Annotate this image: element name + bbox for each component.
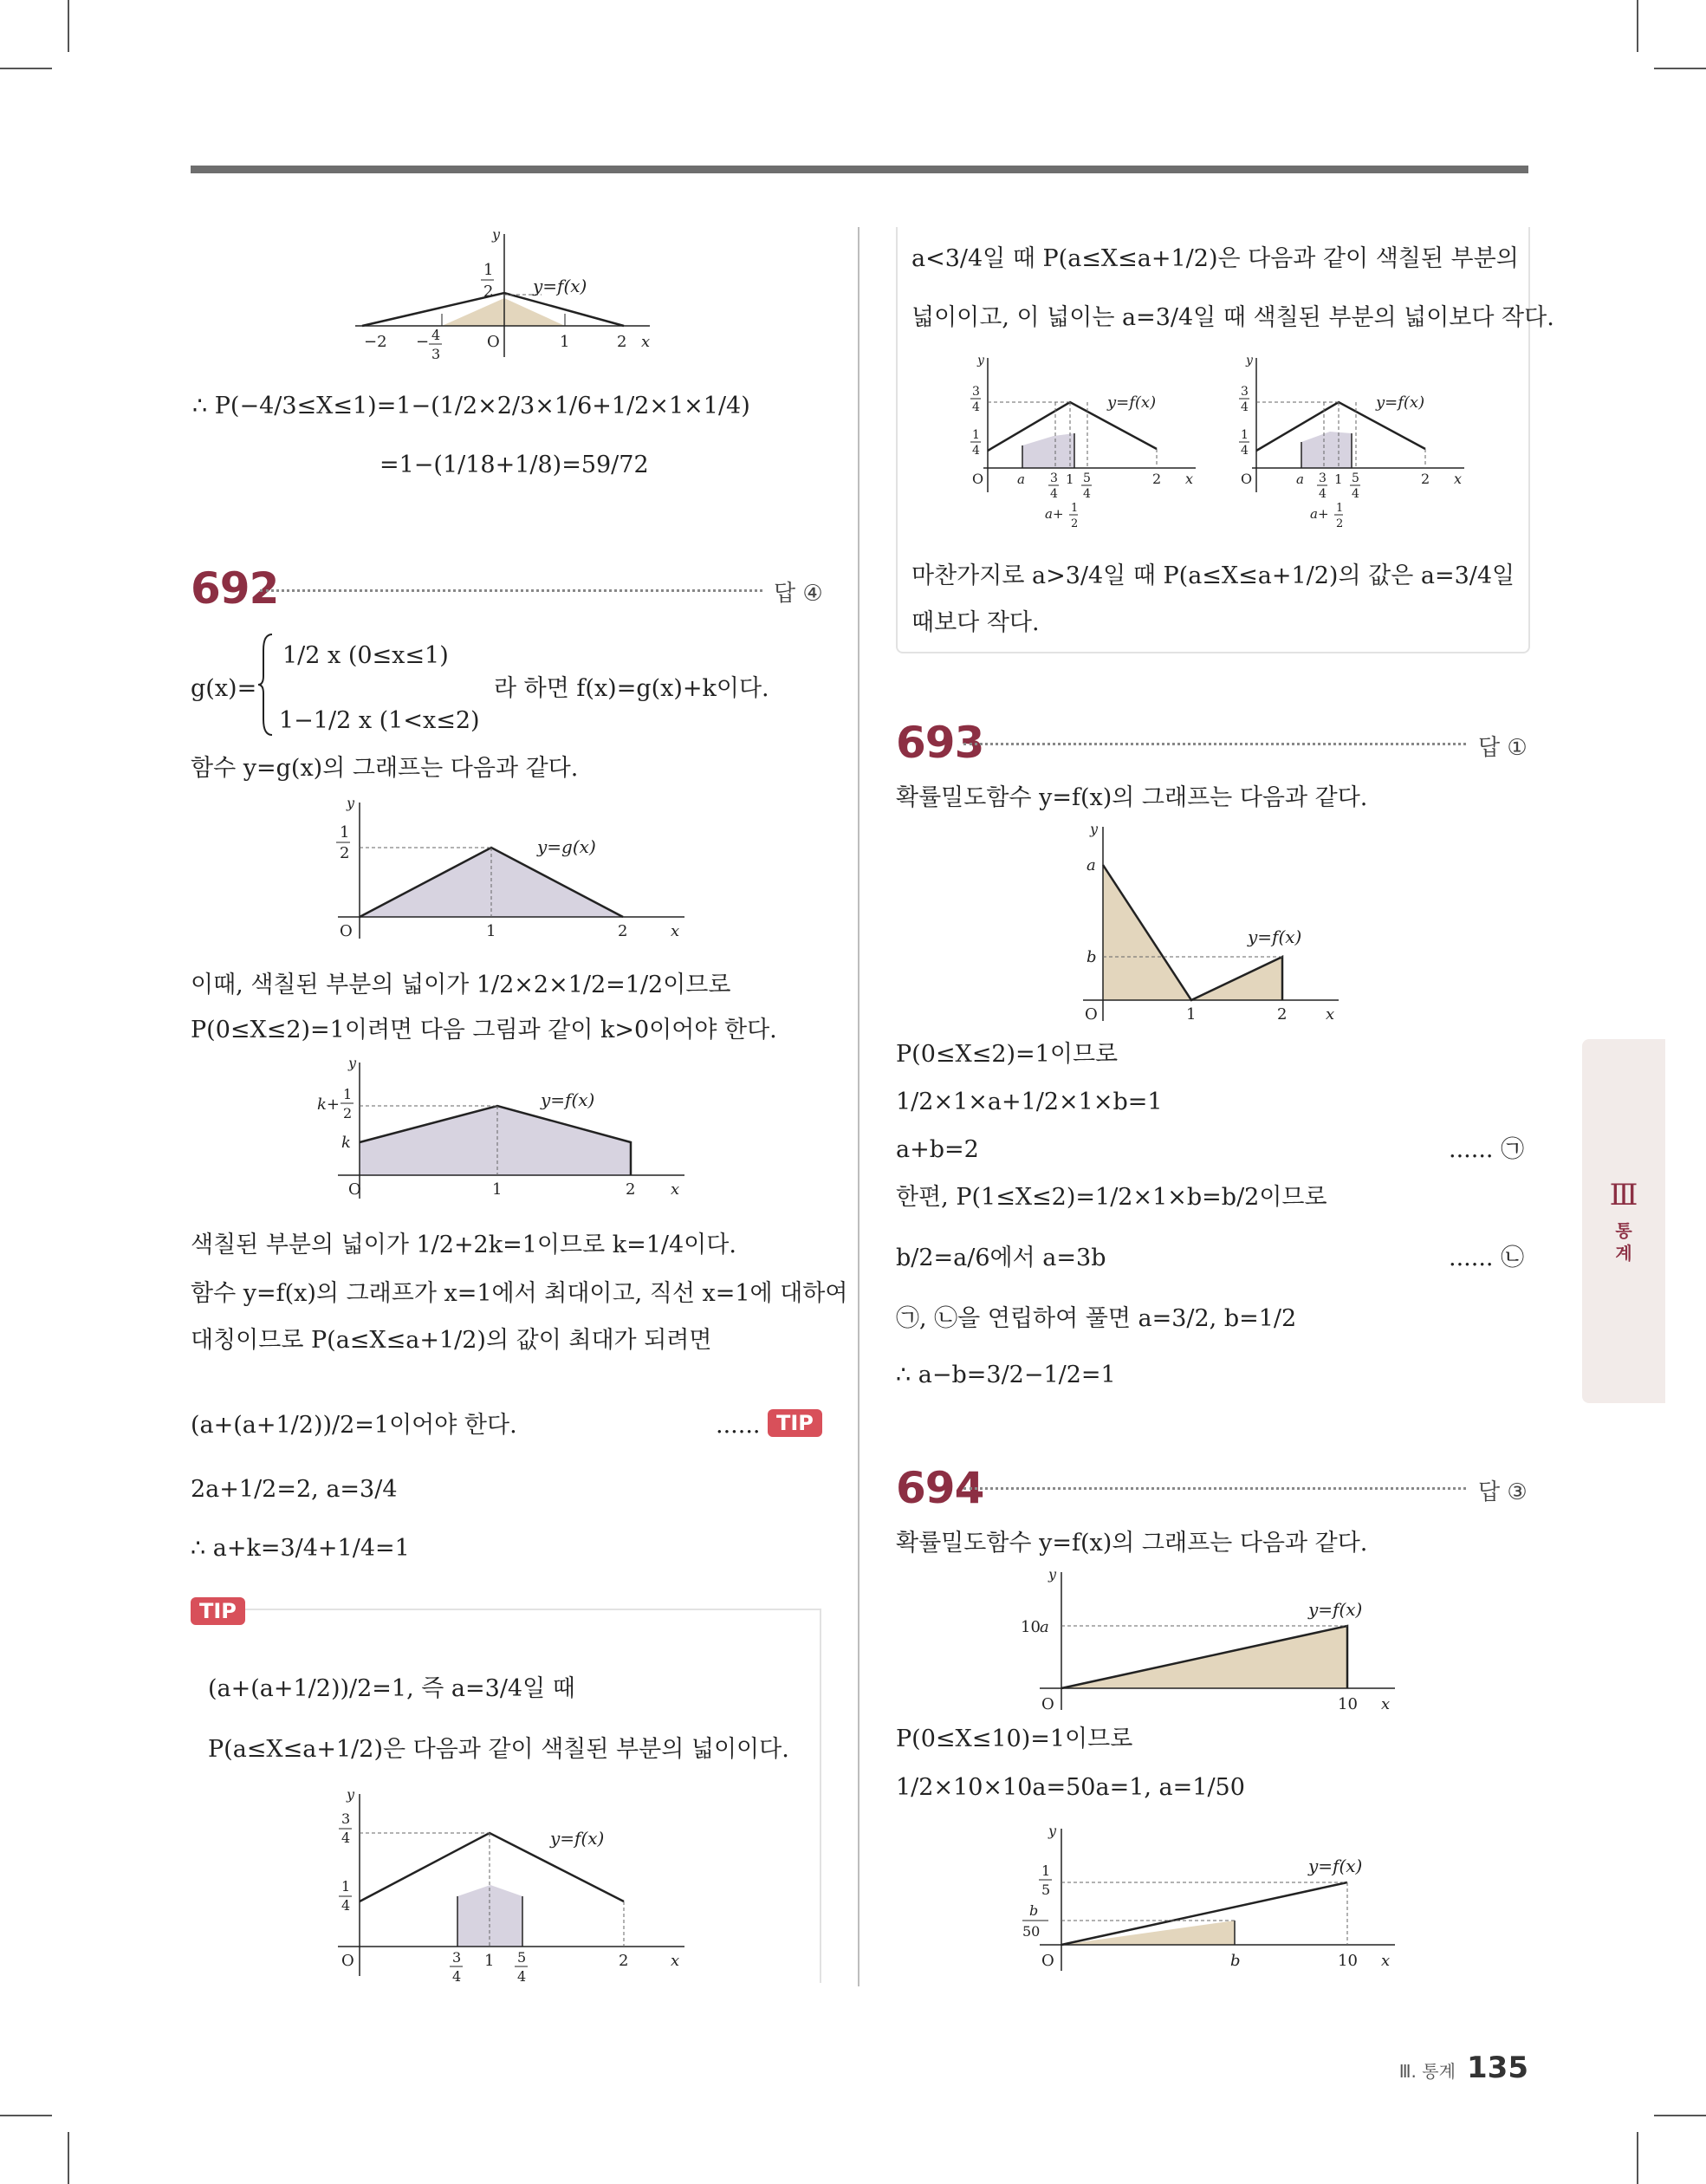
tick-label: 1: [560, 333, 570, 351]
tip-line: 넓이이고, 이 넓이는 a=3/4일 때 색칠된 부분의 넓이보다 작다.: [911, 304, 1554, 331]
piece-1: 1/2 x (0≤x≤1): [282, 642, 449, 669]
tick-label: b: [1230, 1952, 1241, 1970]
tick-label: 2: [617, 333, 627, 351]
graph-label: y=f(x): [1248, 926, 1302, 947]
axis-label: a: [1040, 1618, 1049, 1636]
tick-label: 2: [619, 1952, 629, 1970]
tick-label: y: [347, 1786, 355, 1803]
crop-mark: [68, 0, 69, 52]
tick-label: x: [671, 1180, 680, 1199]
graph-693: [1074, 822, 1352, 1030]
equation-marker: ...... ㉡: [1449, 1245, 1525, 1271]
text-line: 확률밀도함수 y=f(x)의 그래프는 다음과 같다.: [896, 1530, 1368, 1557]
tick-label: x: [1381, 1695, 1391, 1713]
dots-marker: ......: [716, 1412, 761, 1439]
tick-label: 4: [517, 1968, 527, 1985]
graph-label: y=f(x): [541, 1089, 595, 1110]
tick-label: 5: [1352, 471, 1359, 485]
axis-label: 1: [341, 1878, 351, 1895]
solution-line: 1/2×10×10a=50a=1, a=1/50: [896, 1774, 1245, 1801]
tick-label: 2: [618, 922, 628, 940]
tick-label: 3: [1050, 471, 1058, 485]
tick-label: O: [1041, 1695, 1054, 1713]
axis-label: k+: [317, 1095, 340, 1114]
text-line: ∴ a+k=3/4+1/4=1: [191, 1535, 410, 1562]
tick-label: −: [416, 333, 430, 351]
axis-label: k: [341, 1134, 351, 1152]
tick-label: 4: [452, 1968, 462, 1985]
solution-line: =1−(1/18+1/8)=59/72: [379, 452, 649, 478]
tick-label: x: [671, 1952, 680, 1970]
axis-label: 4: [972, 400, 980, 414]
tick-label: 2: [1421, 471, 1430, 487]
graph-694-2: [1014, 1823, 1404, 1979]
text-line: 색칠된 부분의 넓이가 1/2+2k=1이므로 k=1/4이다.: [191, 1232, 736, 1258]
brace-icon: [258, 633, 276, 737]
tick-label: 5: [1083, 471, 1091, 485]
tick-label: O: [1241, 471, 1253, 487]
tick-label: 1: [1334, 471, 1343, 487]
tick-label: 1: [1336, 502, 1344, 515]
equation-marker: ...... ㉠: [1449, 1136, 1525, 1163]
text-line: 확률밀도함수 y=f(x)의 그래프는 다음과 같다.: [896, 784, 1368, 811]
solution-line: a+b=2: [896, 1136, 979, 1163]
tick-label: 3: [1319, 471, 1327, 485]
tick-label: y: [977, 354, 984, 367]
tick-label: 4: [1319, 487, 1327, 501]
crop-mark: [0, 68, 52, 69]
tick-label: 1: [1186, 1005, 1197, 1024]
axis-label: 1: [972, 428, 980, 442]
axis-label: 3: [1241, 385, 1249, 399]
axis-label: 1: [1041, 1862, 1051, 1879]
def-g: g(x)=: [191, 675, 257, 702]
tick-label: a+: [1310, 506, 1329, 522]
axis-label: 1: [340, 823, 350, 842]
tick-label: 10: [1338, 1952, 1358, 1970]
column-divider: [858, 227, 859, 1986]
crop-mark: [68, 2132, 69, 2184]
axis-label: 2: [483, 283, 494, 301]
axis-label: 1: [1241, 428, 1249, 442]
tick-label: 2: [1277, 1005, 1288, 1024]
answer-badge: 답 ①: [1478, 735, 1528, 761]
graph-label: y=f(x): [533, 276, 587, 296]
crop-mark: [1637, 0, 1638, 52]
graph-label: y=g(x): [537, 836, 596, 857]
tip-line: a<3/4일 때 P(a≤X≤a+1/2)은 다음과 같이 색칠된 부분의: [911, 245, 1519, 272]
tip-title: TIP: [191, 1597, 245, 1625]
graph-691: [355, 227, 667, 366]
text-line: P(0≤X≤2)=1이려면 다음 그림과 같이 k>0이어야 한다.: [191, 1017, 777, 1043]
answer-badge: 답 ③: [1478, 1479, 1528, 1505]
tick-label: O: [1085, 1005, 1098, 1024]
def-tail: 라 하면 f(x)=g(x)+k이다.: [494, 675, 769, 702]
axis-label: 4: [1241, 444, 1249, 458]
tick-label: y: [348, 1056, 357, 1071]
tick-label: a+: [1045, 506, 1064, 522]
axis-label: 3: [341, 1810, 351, 1827]
tick-label: x: [671, 922, 680, 940]
solution-line: 한편, P(1≤X≤2)=1/2×1×b=b/2이므로: [896, 1184, 1327, 1211]
tick-label: 4: [1352, 487, 1359, 501]
problem-number: 694: [896, 1463, 984, 1513]
solution-line: b/2=a/6에서 a=3b: [896, 1245, 1106, 1271]
axis-label: 4: [341, 1897, 351, 1914]
page-number: 135: [1467, 2051, 1528, 2085]
tick-label: 1: [1066, 471, 1074, 487]
tip-graph-a-small-2: [1230, 354, 1473, 540]
axis-label: b: [1029, 1902, 1039, 1919]
text-line: 대칭이므로 P(a≤X≤a+1/2)의 값이 최대가 되려면: [191, 1327, 712, 1354]
tip-line: P(a≤X≤a+1/2)은 다음과 같이 색칠된 부분의 넓이이다.: [208, 1736, 789, 1763]
tick-label: O: [1041, 1952, 1054, 1970]
tick-label: y: [492, 227, 501, 243]
tick-label: 5: [517, 1949, 527, 1966]
solution-line: 1/2×1×a+1/2×1×b=1: [896, 1089, 1163, 1115]
solution-line: P(0≤X≤2)=1이므로: [896, 1041, 1119, 1068]
tick-label: 1: [1071, 502, 1079, 515]
axis-label: 2: [343, 1105, 353, 1121]
axis-label: 2: [340, 844, 350, 862]
tick-label: y: [1048, 1823, 1057, 1839]
crop-mark: [1637, 2132, 1638, 2184]
answer-badge: 답 ④: [774, 581, 823, 607]
footer-section: Ⅲ. 통계: [1398, 2061, 1456, 2082]
tick-label: O: [348, 1180, 361, 1199]
axis-label: b: [1087, 948, 1097, 966]
chapter-tab[interactable]: [1582, 1039, 1665, 1403]
tick-label: x: [1185, 471, 1194, 487]
graph-694-1: [1014, 1567, 1404, 1714]
tip-graph-a-small: [962, 354, 1204, 540]
tip-line: 마찬가지로 a>3/4일 때 P(a≤X≤a+1/2)의 값은 a=3/4일: [911, 562, 1515, 589]
piece-2: 1−1/2 x (1<x≤2): [279, 707, 480, 734]
dotted-rule: [963, 743, 1466, 745]
tick-label: 3: [431, 346, 441, 362]
tick-label: −2: [364, 333, 387, 351]
tick-label: y: [347, 796, 355, 811]
solution-line: ㉠, ㉡을 연립하여 풀면 a=3/2, b=1/2: [896, 1305, 1297, 1332]
axis-label: 1: [483, 261, 494, 279]
graph-g: [312, 796, 702, 943]
tick-label: 3: [452, 1949, 462, 1966]
axis-label: 4: [1241, 400, 1249, 414]
chapter-word: 통계: [1615, 1220, 1632, 1264]
tick-label: 2: [1336, 517, 1344, 530]
axis-label: 3: [972, 385, 980, 399]
graph-label: y=f(x): [1308, 1599, 1363, 1620]
crop-mark: [1654, 68, 1706, 69]
tick-label: y: [1090, 822, 1099, 837]
tick-label: y: [1048, 1567, 1057, 1583]
solution-line: ∴ a−b=3/2−1/2=1: [896, 1362, 1116, 1388]
solution-line: ∴ P(−4/3≤X≤1)=1−(1/2×2/3×1/6+1/2×1×1/4): [192, 393, 750, 419]
text-line: (a+(a+1/2))/2=1이어야 한다.: [191, 1412, 517, 1439]
axis-label: 5: [1041, 1882, 1051, 1898]
graph-label: y=f(x): [1308, 1856, 1363, 1876]
graph-label: y=f(x): [1107, 393, 1157, 412]
tick-label: x: [641, 333, 651, 351]
problem-number: 693: [896, 718, 984, 768]
chapter-roman: Ⅲ: [1609, 1178, 1638, 1212]
tick-label: 4: [1050, 487, 1058, 501]
problem-number: 692: [191, 563, 279, 614]
text-line: 함수 y=f(x)의 그래프가 x=1에서 최대이고, 직선 x=1에 대하여: [191, 1280, 848, 1307]
graph-label: y=f(x): [1376, 393, 1425, 412]
tip-line: 때보다 작다.: [911, 609, 1040, 636]
tick-label: 1: [486, 922, 496, 940]
page-footer: [1399, 2051, 1528, 2085]
tick-label: 2: [1071, 517, 1079, 530]
axis-label: a: [1087, 856, 1096, 874]
solution-line: P(0≤X≤10)=1이므로: [896, 1726, 1133, 1752]
axis-label: 4: [972, 444, 980, 458]
tick-label: a: [1017, 471, 1025, 487]
tick-label: 10: [1338, 1695, 1358, 1713]
tick-label: O: [972, 471, 984, 487]
tick-label: O: [341, 1952, 354, 1970]
tick-label: x: [1326, 1005, 1335, 1024]
tick-label: x: [1381, 1952, 1391, 1970]
tick-label: 2: [1152, 471, 1162, 487]
dotted-rule: [963, 1487, 1466, 1490]
text-line: 이때, 색칠된 부분의 넓이가 1/2×2×1/2=1/2이므로: [191, 972, 731, 998]
tick-label: 4: [1083, 487, 1091, 501]
crop-mark: [0, 2115, 52, 2116]
graph-label: y=f(x): [550, 1828, 605, 1849]
axis-label: 1: [343, 1086, 353, 1102]
text-line: 함수 y=g(x)의 그래프는 다음과 같다.: [191, 755, 579, 782]
crop-mark: [1654, 2115, 1706, 2116]
tick-label: y: [1246, 354, 1253, 367]
tick-label: 1: [484, 1952, 495, 1970]
axis-label: 50: [1022, 1923, 1041, 1940]
tick-label: 4: [431, 327, 441, 343]
tip-marker: TIP: [768, 1409, 822, 1437]
tip-line: (a+(a+1/2))/2=1, 즉 a=3/4일 때: [208, 1675, 575, 1702]
header-rule: [191, 166, 1528, 173]
text-line: 2a+1/2=2, a=3/4: [191, 1476, 398, 1503]
tick-label: x: [1454, 471, 1463, 487]
axis-label: 10: [1021, 1618, 1041, 1636]
tip-graph: [312, 1785, 702, 1985]
tick-label: a: [1296, 471, 1304, 487]
dotted-rule: [260, 589, 762, 592]
tick-label: O: [340, 922, 353, 940]
tick-label: 2: [626, 1180, 636, 1199]
axis-label: 4: [341, 1830, 351, 1846]
tick-label: O: [487, 333, 500, 351]
tick-label: 1: [492, 1180, 503, 1199]
graph-f-k: [312, 1056, 702, 1203]
